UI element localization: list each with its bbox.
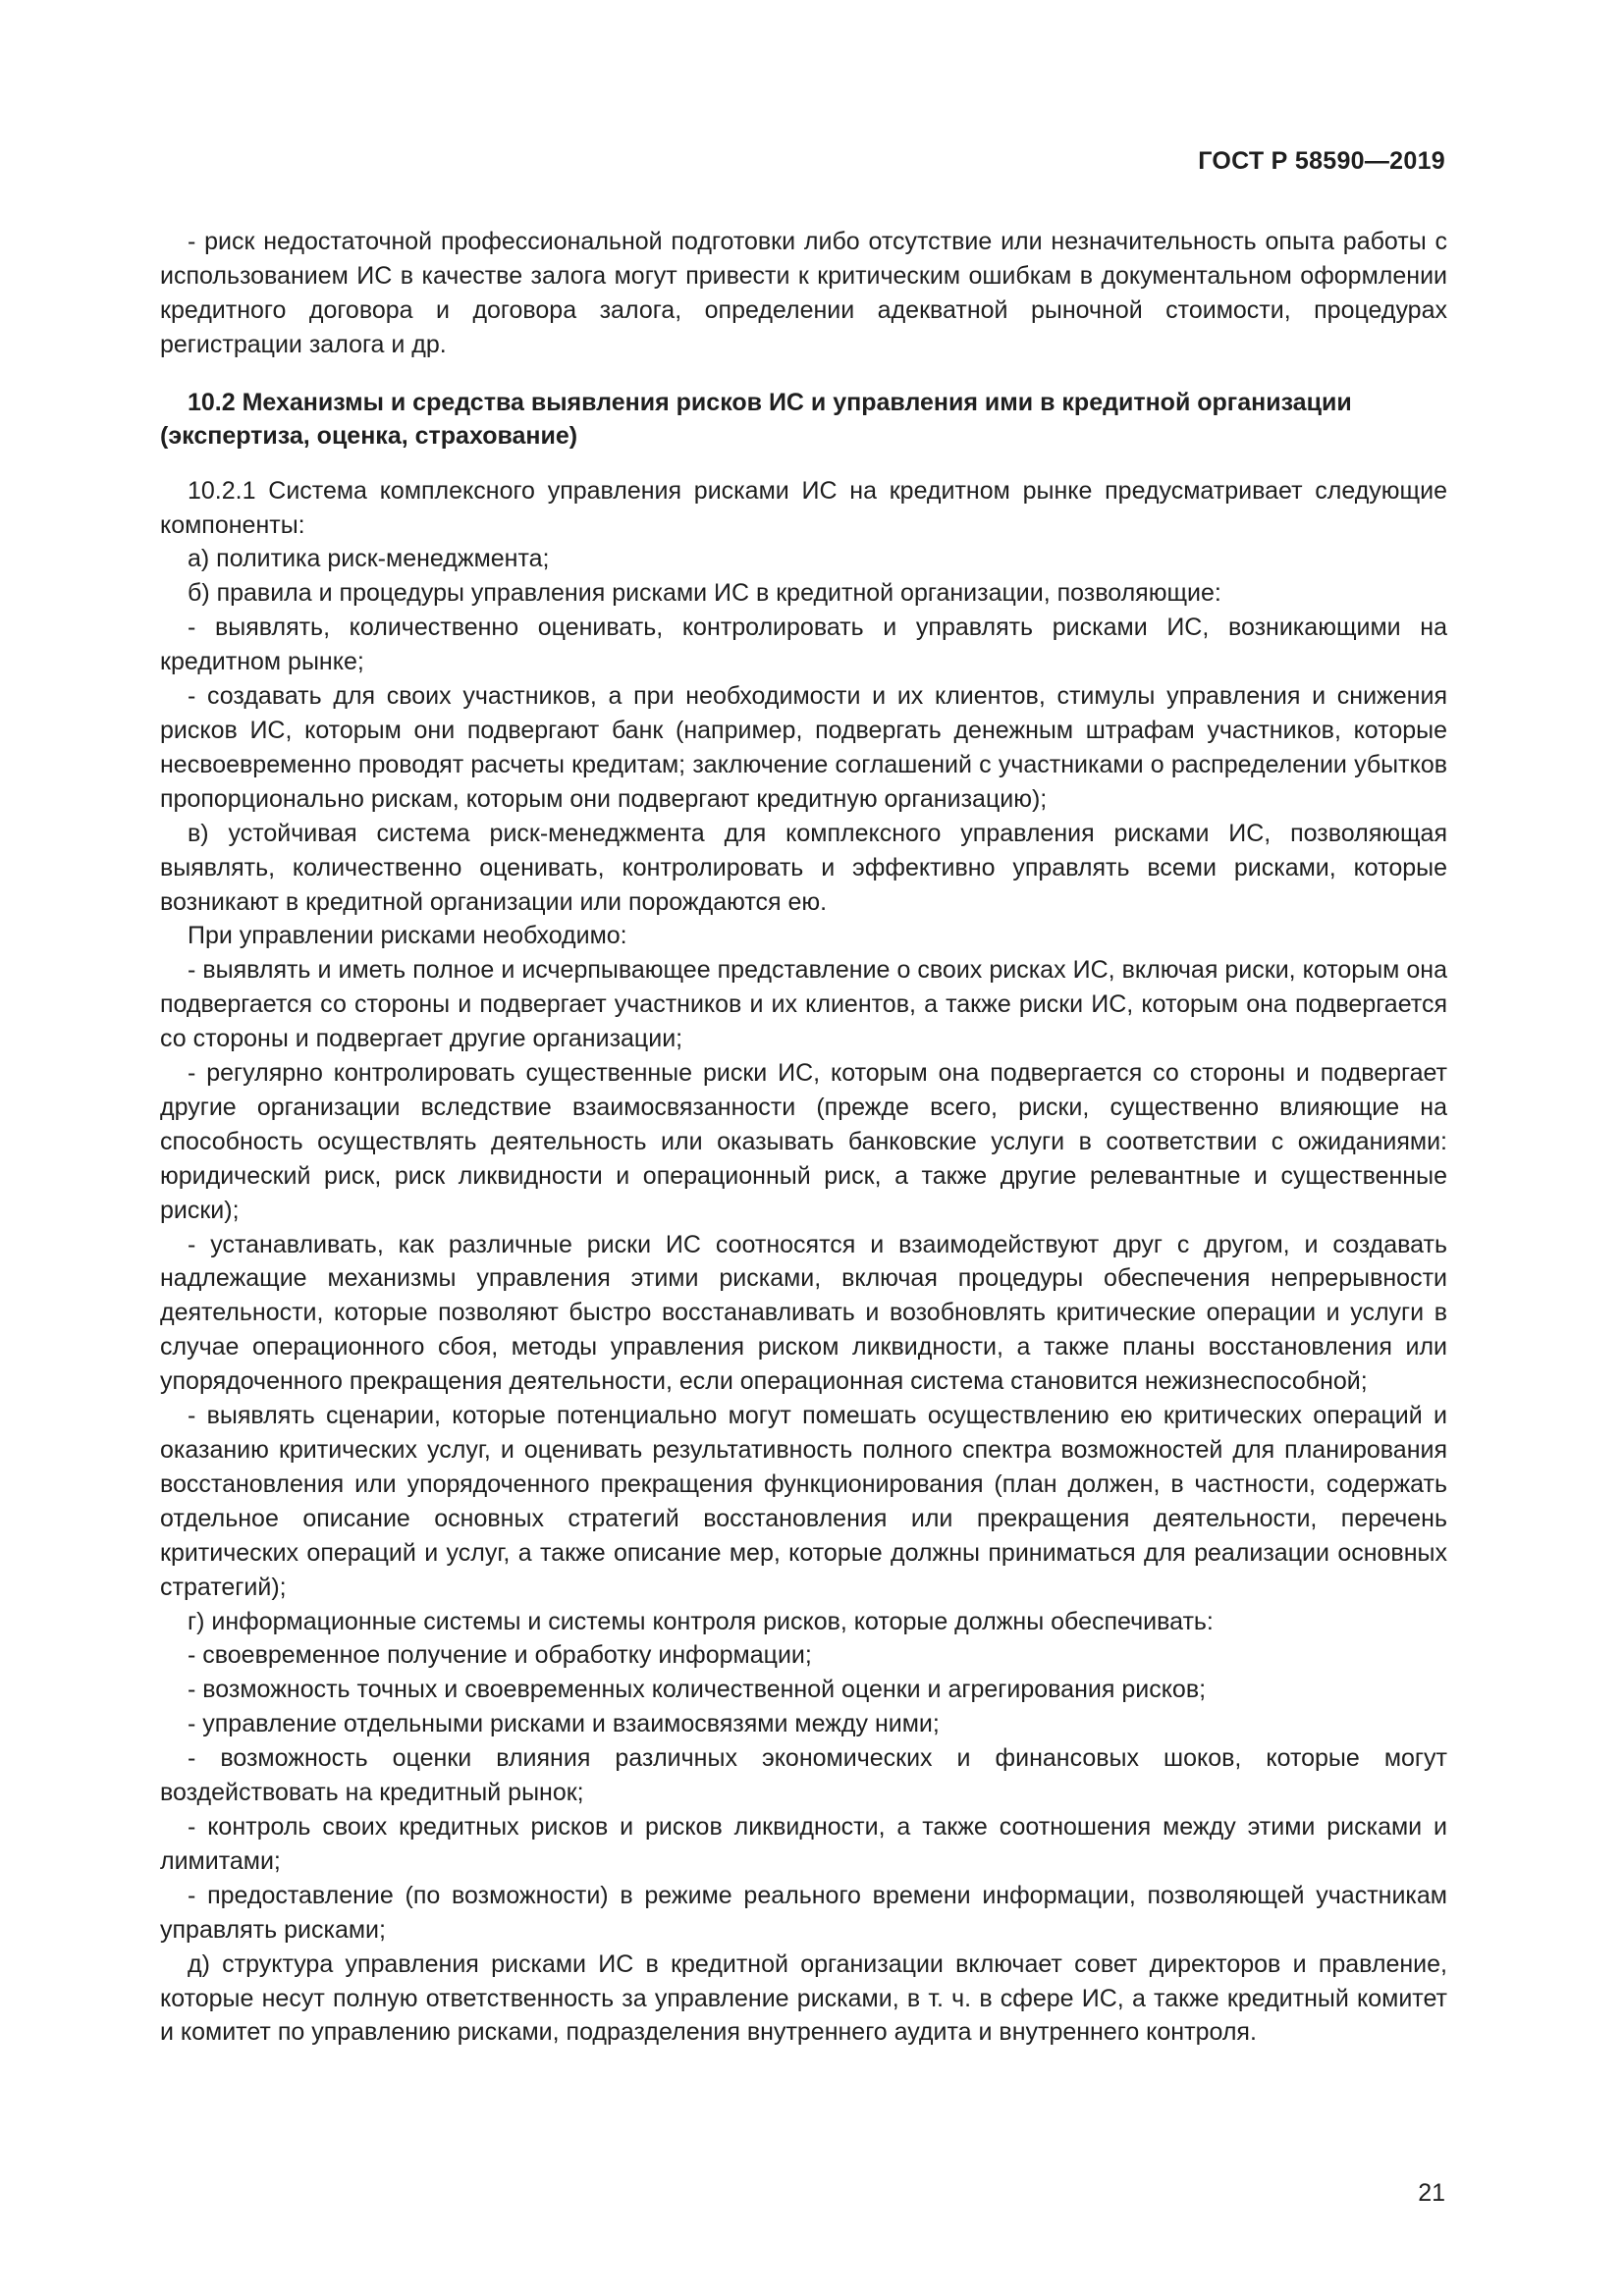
list-item: - своевременное получение и обработку информации; [188, 1641, 812, 1670]
section-heading: 10.2 Механизмы и средства выявления рисков ИС и управления ими в кредитной организации (экспертиза, оценка, страхование) [160, 388, 1352, 450]
list-item: - контроль своих кредитных рисков и рисков ликвидности, а также соотношения между этими рисками и лимитами; [160, 1812, 1447, 1875]
list-item: - выявлять и иметь полное и исчерпывающее представление о своих рисках ИС, включая риски, которым она подвергается со стороны и подвергает участников и их клиентов, а также риски ИС, которым она подвергается со стороны и подвергает другие организации; [160, 956, 1447, 1053]
list-item: а) политика риск-менеджмента; [188, 545, 550, 573]
list-item: - выявлять, количественно оценивать, контролировать и управлять рисками ИС, возникающими на кредитном рынке; [160, 614, 1447, 676]
list-item: б) правила и процедуры управления рисками ИС в кредитной организации, позволяющие: [188, 579, 1221, 608]
list-item: - выявлять сценарии, которые потенциально могут помешать осуществлению ею критических операций и оказанию критических услуг, и оценивать результативность полного спектра возможностей для планирования восстановления или упорядоченного прекращения функционирования (план должен, в частности, содержать отдельное описание основных стратегий восстановления или прекращения деятельности, перечень критических операций и услуг, а также описание мер, которые должны приниматься для реализации основных стратегий); [160, 1402, 1447, 1601]
list-item: - устанавливать, как различные риски ИС соотносятся и взаимодействуют друг с другом, и создавать надлежащие механизмы управления этими рисками, включая процедуры обеспечения непрерывности деятельности, которые позволяют быстро восстанавливать и возобновлять критические операции и услуги в случае операционного сбоя, методы управления риском ликвидности, а также планы восстановления или упорядоченного прекращения деятельности, если операционная система становится нежизнеспособной; [160, 1230, 1447, 1396]
list-item: в) устойчивая система риск-менеджмента для комплексного управления рисками ИС, позволяющая выявлять, количественно оценивать, контролировать и эффективно управлять всеми рисками, которые возникают в кредитной организации или порождаются ею. [160, 819, 1447, 916]
paragraph: - риск недостаточной профессиональной подготовки либо отсутствие или незначительность опыта работы с использованием ИС в качестве залога могут привести к критическим ошибкам в документальном оформлении кредитного договора и договора залога, определении адекватной рыночной стоимости, процедурах регистрации залога и др. [160, 228, 1447, 358]
page-number: 21 [1418, 2179, 1445, 2207]
list-item: - создавать для своих участников, а при необходимости и их клиентов, стимулы управления и снижения рисков ИС, которым они подвергают банк (например, подвергать денежным штрафам участников, которые несвоевременно проводят расчеты кредитам; заключение соглашений с участниками о распределении убытков пропорционально рискам, которым они подвергают кредитную организацию); [160, 682, 1447, 813]
list-item: - возможность точных и своевременных количественной оценки и агрегирования рисков; [188, 1676, 1207, 1704]
list-item: - возможность оценки влияния различных экономических и финансовых шоков, которые могут воздействовать на кредитный рынок; [160, 1744, 1447, 1807]
paragraph: При управлении рисками необходимо: [188, 922, 627, 950]
list-item: - управление отдельными рисками и взаимосвязями между ними; [188, 1710, 940, 1738]
list-item: - предоставление (по возможности) в режиме реального времени информации, позволяющей участникам управлять рисками; [160, 1881, 1447, 1944]
list-item: д) структура управления рисками ИС в кредитной организации включает совет директоров и правление, которые несут полную ответственность за управление рисками, в т. ч. в сфере ИС, а также кредитный комитет и комитет по управлению рисками, подразделения внутреннего аудита и внутреннего контроля. [160, 1949, 1447, 2047]
list-item: - регулярно контролировать существенные риски ИС, которым она подвергается со стороны и подвергает другие организации вследствие взаимосвязанности (прежде всего, риски, существенно влияющие на способность осуществлять деятельность или оказывать банковские услуги в соответствии с ожиданиями: юридический риск, риск ликвидности и операционный риск, а также другие релевантные и существенные риски); [160, 1059, 1447, 1224]
document-standard-number: ГОСТ Р 58590—2019 [1198, 147, 1445, 175]
document-body [160, 225, 1447, 2050]
list-item: г) информационные системы и системы контроля рисков, которые должны обеспечивать: [188, 1607, 1214, 1635]
paragraph: 10.2.1 Система комплексного управления рисками ИС на кредитном рынке предусматривает следующие компоненты: [160, 476, 1447, 539]
